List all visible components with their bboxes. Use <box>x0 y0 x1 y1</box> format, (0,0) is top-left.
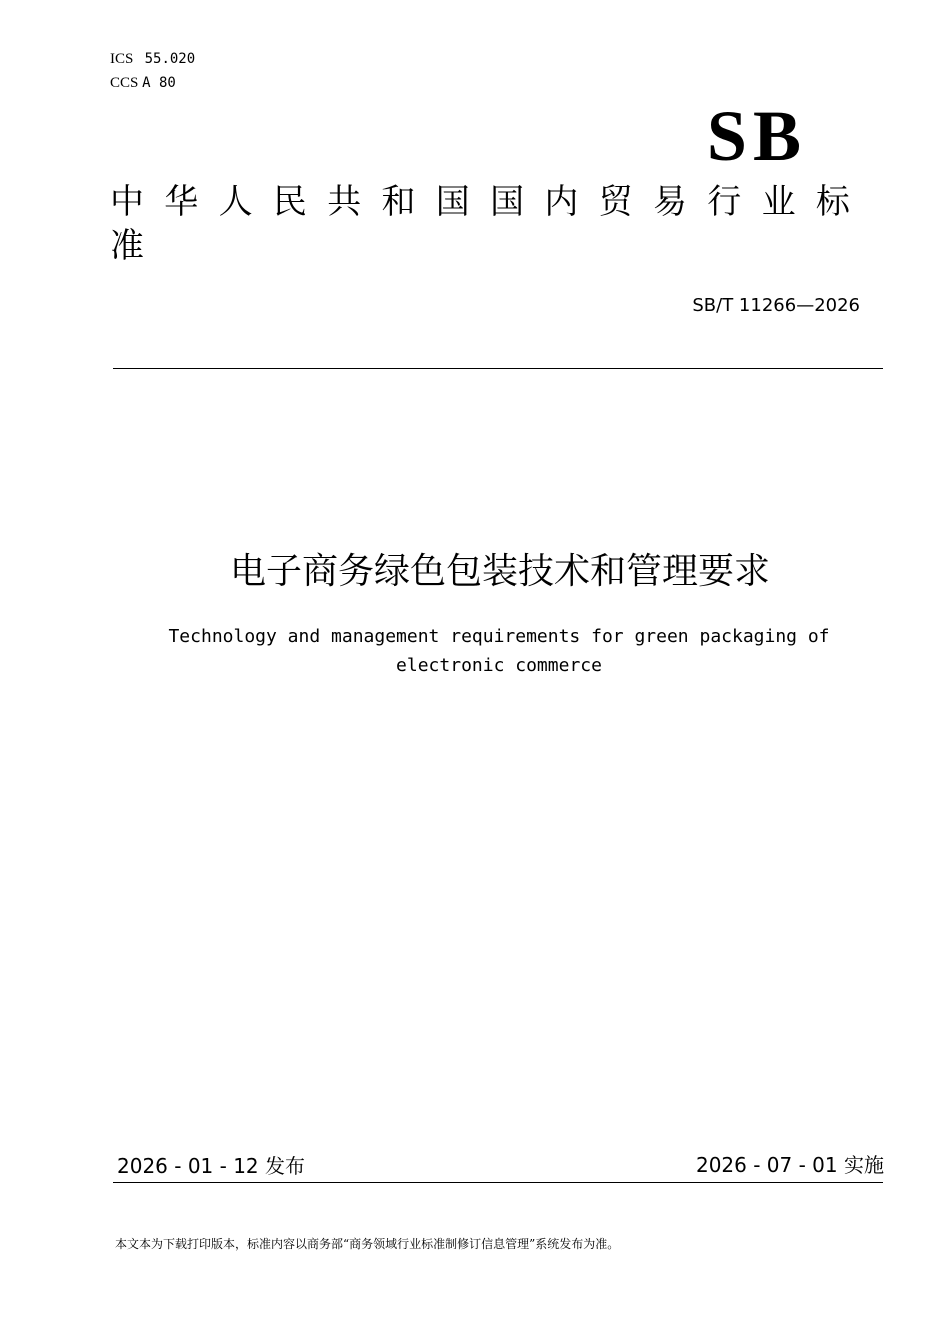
document-title-chinese: 电子商务绿色包装技术和管理要求 <box>229 551 770 592</box>
ics-line <box>110 50 195 68</box>
standard-type-heading: 中华人民共和国国内贸易行业标准 <box>110 182 871 266</box>
ccs-label: CCS <box>110 75 139 91</box>
implementation-date: 2026 - 07 - 01 实施 <box>695 1153 884 1177</box>
ics-label: ICS <box>110 51 134 67</box>
document-title-english: Technology and management requirements for green packaging of electronic commerce <box>168 626 830 676</box>
issue-date: 2026 - 01 - 12 发布 <box>117 1154 306 1178</box>
top-divider <box>113 368 883 369</box>
ccs-line <box>110 74 176 92</box>
bottom-divider <box>113 1182 883 1183</box>
sb-logo: SB <box>706 96 807 176</box>
standard-code: SB/T 11266—2026 <box>692 295 860 316</box>
ics-code: 55.020 <box>144 51 196 67</box>
download-footnote: 本文本为下载打印版本，标准内容以商务部“商务领域行业标准制修订信息管理”系统发布为准。 <box>115 1237 620 1251</box>
ccs-code: A 80 <box>142 75 176 91</box>
